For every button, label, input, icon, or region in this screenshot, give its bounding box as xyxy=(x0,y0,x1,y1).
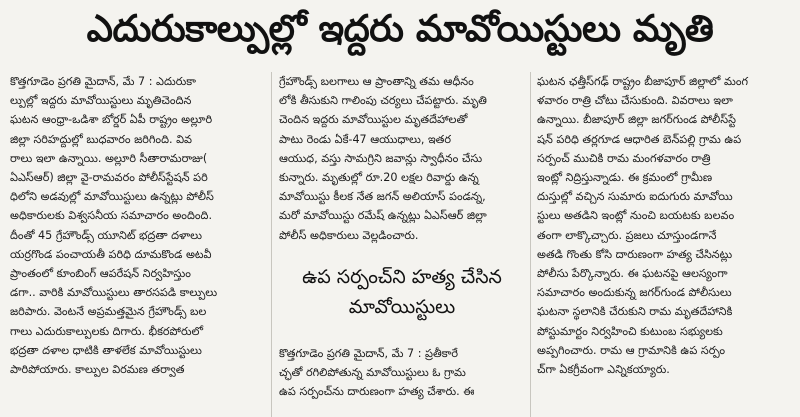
text-line: పాటు రెండు ఏకే-47 ఆయుధాలు, ఇతర xyxy=(279,132,452,146)
text-line: చెందిన ఇద్దరు మావోయిస్టుల మృతదేహాలతో xyxy=(279,113,468,127)
text-line: లోకి తీసుకుని గాలింపు చర్యలు చేపట్టారు. మృతి xyxy=(279,94,487,108)
text-line: అధికారులకు విశ్వసనీయ సమాచారం అందింది. xyxy=(10,209,212,223)
article-column-1 xyxy=(10,72,265,379)
text-line: భద్రతా దళాల ధాటికి తాళలేక మావోయిస్టులు xyxy=(10,343,202,357)
text-line: సర్పంచ్ ముచికి రామ మంగళవారం రాత్రి xyxy=(537,151,711,165)
article-2-column xyxy=(279,344,525,402)
text-line: ఆయుధ, వస్తు సామగ్రిని జవాన్లు స్వాధీనం చేసు xyxy=(279,151,483,165)
article-column-2 xyxy=(279,72,525,245)
text-line: ఇంట్లో నిద్రిస్తున్నాడు. ఈ క్రమంలో గ్రామీణ xyxy=(537,171,713,185)
text-line: ధిలోని అడవుల్లో మావోయిస్టులు ఉన్నట్లు పోలీస్ xyxy=(10,190,214,204)
text-line: మరో మావోయిస్టు రమేష్ ఉన్నట్లు ఏఎస్ఆర్ జిల్లా xyxy=(279,209,487,223)
column-divider xyxy=(530,72,531,417)
text-line: స్టులు అతడిని ఇంట్లో నుంచి బయటకు బలవం xyxy=(537,209,735,223)
text-line: జరిపారు. వెంటనే అప్రమత్తమైన గ్రేహౌండ్స్ బల xyxy=(10,305,207,319)
text-line: గాలు ఎదురుకాల్పులకు దిగారు. భీకరపోరులో xyxy=(10,324,203,338)
text-line: డగా.. వారికి మావోయిస్టులు తారసపడి కాల్పులు xyxy=(10,286,218,300)
subheading-line: ఉప సర్పంచ్‌ని హత్య చేసిన xyxy=(302,266,502,288)
text-line: ఘటనా స్థలానికి చేరుకుని రామ మృతదేహానికి xyxy=(537,305,733,319)
headline: ఎదురుకాల్పుల్లో ఇద్దరు మావోయిస్టులు మృతి xyxy=(86,7,714,50)
text-line: ఘటన ఆంధ్రా-ఒడిశా బోర్డర్ ఏపీ రాష్ట్రం అల్లూరి xyxy=(10,113,213,127)
text-line: ఏఎస్ఆర్) జిల్లా వై-రామవరం పోలీస్‌స్టేషన్ పరి xyxy=(10,171,208,185)
text-line: తంగా లాక్కొచ్చారు. ప్రజలు చూస్తుండగానే xyxy=(537,228,717,242)
text-line: మావోయిస్టు కీలక నేత జగన్ అలియాస్ పండన్న, xyxy=(279,190,486,204)
text-line: పోలీసు పేర్కొన్నారు. ఈ ఘటనపై ఆలస్యంగా xyxy=(537,267,728,281)
text-line: అప్పగించారు. రామ ఆ గ్రామానికి ఉప సర్పం xyxy=(537,343,726,357)
text-line: కొత్తగూడెం ప్రగతి మైదాన్, మే 7 : ఎదురుకా xyxy=(10,75,196,88)
text-line: చ్ఛతో రగిలిపోతున్న మావోయిస్టులు ఓ గ్రామ xyxy=(279,366,466,380)
text-line: యర్రగొండ పంచాయతీ పరిధి దూమకొండ అటవీ xyxy=(10,247,212,261)
text-line: షన్ పరిధి తర్లగూడ ఆధారిత బెన్‌పల్లి గ్రామ ఉప xyxy=(537,132,742,146)
text-line: జిల్లా సరిహద్దుల్లో బుధవారం జరిగింది. వివ xyxy=(10,132,193,146)
text-line: గ్రేహౌండ్స్ బలగాలు ఆ ప్రాంతాన్ని తమ ఆధీనం xyxy=(279,75,474,88)
text-line: ళవారం రాత్రి చోటు చేసుకుంది. వివరాలు ఇలా xyxy=(537,94,733,108)
text-line: రాలు ఇలా ఉన్నాయి. అల్లూరి సీతారామరాజు( xyxy=(10,151,208,165)
text-line: పోలీస్ అధికారులు వెల్లడించారు. xyxy=(279,228,419,242)
text-line: ఉప సర్పంచ్‌ను దారుణంగా హత్య చేశారు. ఈ xyxy=(279,385,475,399)
text-line: ప్రాంతంలో కూంబింగ్ ఆపరేషన్ నిర్వహిస్తుం xyxy=(10,267,191,281)
article-column-3 xyxy=(537,72,791,379)
text-line: కొత్తగూడెం ప్రగతి మైదాన్, మే 7 : ప్రతీకారే xyxy=(279,347,459,360)
text-line: కున్నారు. మృతుల్లో రూ.20 లక్షల రివార్డు ఉన్న xyxy=(279,171,479,185)
text-line: అతడి గొంతు కోసి దారుణంగా హత్య చేసినట్లు xyxy=(537,247,733,261)
text-line: ల్పుల్లో ఇద్దరు మావోయిస్టులు మృతిచెందిన xyxy=(10,94,192,108)
text-line: ఉన్నాయి. బీజాపూర్ జిల్లా జగర్‌గుండ పోలీస్‌స్టే xyxy=(537,113,736,127)
subheading-line: మావోయిస్టులు xyxy=(348,296,456,318)
text-line: దీంతో 45 గ్రేహౌండ్స్ యూనిట్ భద్రతా దళాలు xyxy=(10,228,202,242)
text-line: ఘటన ఛత్తీస్‌గఢ్ రాష్ట్రం బీజాపూర్ జిల్లాలో మంగ xyxy=(537,75,749,88)
text-line: దుస్తుల్లో వచ్చిన సుమారు ఐదుగురు మావోయి xyxy=(537,190,733,204)
text-line: పోస్టుమార్టం నిర్వహించి కుటుంబ సభ్యులకు xyxy=(537,324,723,338)
text-line: సమాచారం అందుకున్న జగర్‌గుండ పోలీసులు xyxy=(537,286,732,300)
subheading xyxy=(279,262,525,322)
text-line: చ్‌గా ఏకగ్రీవంగా ఎన్నికయ్యారు. xyxy=(537,363,670,377)
text-line: పారిపోయారు. కాల్పుల విరమణ తర్వాత xyxy=(10,363,185,377)
column-divider xyxy=(271,72,272,417)
